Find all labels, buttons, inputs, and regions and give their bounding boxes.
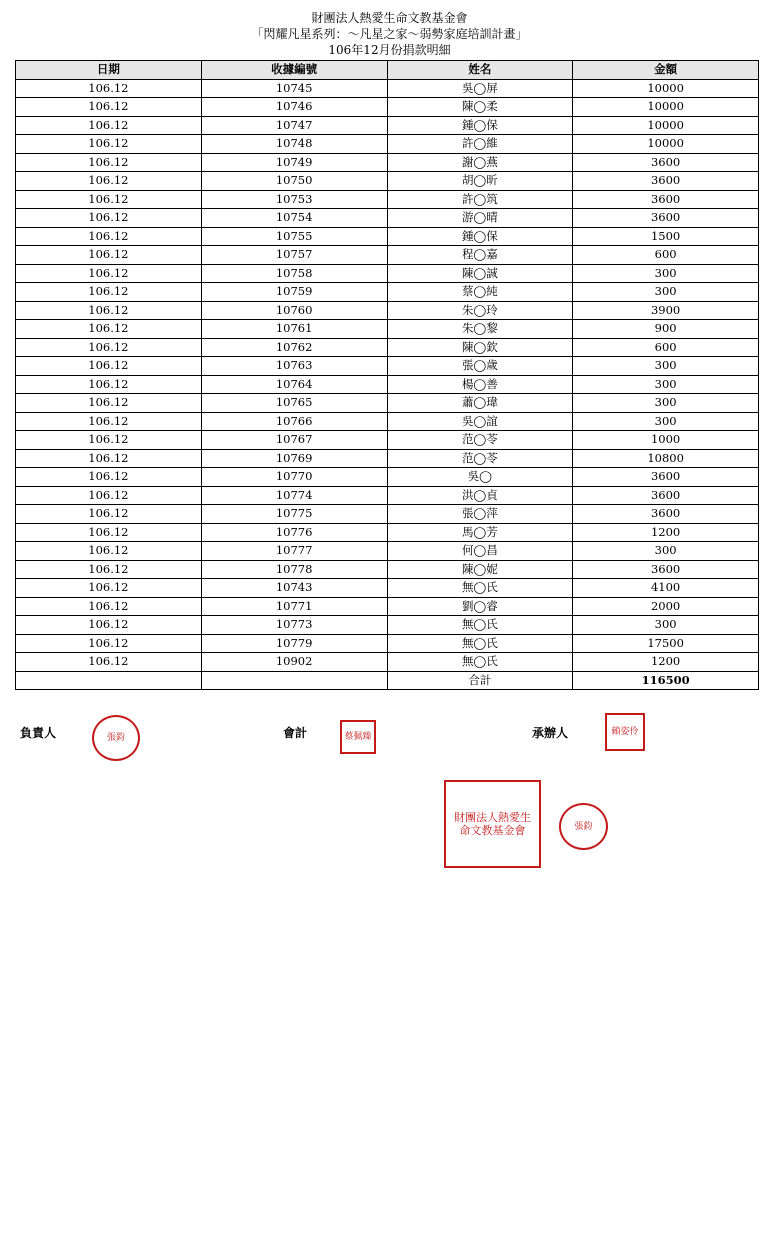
cell-amount: 300 — [573, 264, 759, 283]
cell-amount: 300 — [573, 375, 759, 394]
seal-text: 張鈞 — [574, 821, 593, 832]
cell-receipt-no: 10765 — [201, 394, 387, 413]
cell-amount: 3600 — [573, 486, 759, 505]
cell-date: 106.12 — [16, 357, 202, 376]
cell-receipt-no: 10762 — [201, 338, 387, 357]
table-row — [16, 98, 759, 117]
cell-date: 106.12 — [16, 505, 202, 524]
cell-amount: 10800 — [573, 449, 759, 468]
cell-date: 106.12 — [16, 264, 202, 283]
cell-amount: 3600 — [573, 172, 759, 191]
column-header-date: 日期 — [16, 61, 202, 80]
cell-amount: 3600 — [573, 468, 759, 487]
cell-date: 106.12 — [16, 560, 202, 579]
cell-donor-name: 陳◯誠 — [387, 264, 573, 283]
table-row — [16, 634, 759, 653]
column-header-receipt: 收據編號 — [201, 61, 387, 80]
cell-receipt-no: 10759 — [201, 283, 387, 302]
cell-amount: 300 — [573, 357, 759, 376]
cell-receipt-no: 10758 — [201, 264, 387, 283]
cell-donor-name: 陳◯柔 — [387, 98, 573, 117]
cell-receipt-no: 10750 — [201, 172, 387, 191]
document-header — [0, 10, 779, 58]
cell-date: 106.12 — [16, 523, 202, 542]
cell-donor-name: 陳◯欽 — [387, 338, 573, 357]
cell-donor-name: 吳◯屏 — [387, 79, 573, 98]
cell-amount: 600 — [573, 338, 759, 357]
seal-text: 張鈞 — [106, 733, 125, 743]
cell-amount: 3600 — [573, 190, 759, 209]
cell-donor-name: 洪◯貞 — [387, 486, 573, 505]
cell-receipt-no: 10777 — [201, 542, 387, 561]
accounting-seal — [340, 720, 376, 754]
cell-receipt-no: 10761 — [201, 320, 387, 339]
column-header-amount: 金額 — [573, 61, 759, 80]
cell-donor-name: 無◯氏 — [387, 653, 573, 672]
table-row — [16, 246, 759, 265]
cell-receipt-no: 10771 — [201, 597, 387, 616]
cell-date: 106.12 — [16, 468, 202, 487]
cell-receipt-no: 10779 — [201, 634, 387, 653]
cell-amount: 900 — [573, 320, 759, 339]
cell-donor-name: 范◯苓 — [387, 449, 573, 468]
cell-date: 106.12 — [16, 135, 202, 154]
cell-donor-name: 朱◯黎 — [387, 320, 573, 339]
cell-amount: 300 — [573, 412, 759, 431]
table-row — [16, 412, 759, 431]
cell-amount: 1200 — [573, 523, 759, 542]
cell-donor-name: 謝◯燕 — [387, 153, 573, 172]
cell-donor-name: 許◯筑 — [387, 190, 573, 209]
cell-amount: 2000 — [573, 597, 759, 616]
accounting-label: 會計 — [283, 726, 308, 740]
cell-receipt-no: 10757 — [201, 246, 387, 265]
cell-receipt-no: 10770 — [201, 468, 387, 487]
cell-receipt-no: 10754 — [201, 209, 387, 228]
cell-receipt-no: 10747 — [201, 116, 387, 135]
cell-receipt-no: 10764 — [201, 375, 387, 394]
cell-donor-name: 程◯嘉 — [387, 246, 573, 265]
table-row — [16, 190, 759, 209]
cell-receipt-no: 10769 — [201, 449, 387, 468]
cell-receipt-no: 10745 — [201, 79, 387, 98]
cell-receipt-no: 10776 — [201, 523, 387, 542]
cell-amount: 17500 — [573, 634, 759, 653]
column-header-name: 姓名 — [387, 61, 573, 80]
cell-date: 106.12 — [16, 153, 202, 172]
cell-date: 106.12 — [16, 209, 202, 228]
table-row — [16, 338, 759, 357]
cell-amount: 1200 — [573, 653, 759, 672]
cell-donor-name: 胡◯昕 — [387, 172, 573, 191]
cell-amount: 600 — [573, 246, 759, 265]
cell-date: 106.12 — [16, 227, 202, 246]
cell-date: 106.12 — [16, 320, 202, 339]
cell-date: 106.12 — [16, 616, 202, 635]
total-amount: 116500 — [573, 671, 759, 690]
table-row — [16, 116, 759, 135]
total-row — [16, 671, 759, 690]
donation-table — [15, 60, 759, 690]
cell-amount: 10000 — [573, 116, 759, 135]
cell-amount: 10000 — [573, 79, 759, 98]
handler-seal — [605, 713, 645, 751]
cell-donor-name: 無◯氏 — [387, 616, 573, 635]
cell-receipt-no: 10902 — [201, 653, 387, 672]
table-row — [16, 79, 759, 98]
table-row — [16, 135, 759, 154]
table-row — [16, 394, 759, 413]
cell-receipt-no: 10775 — [201, 505, 387, 524]
cell-date: 106.12 — [16, 412, 202, 431]
project-title: 「閃耀凡星系列：～凡星之家～弱勢家庭培訓計畫」 — [251, 27, 528, 41]
cell-receipt-no: 10766 — [201, 412, 387, 431]
cell-amount: 3600 — [573, 505, 759, 524]
table-row — [16, 301, 759, 320]
cell-donor-name: 鍾◯保 — [387, 227, 573, 246]
cell-donor-name: 馬◯芳 — [387, 523, 573, 542]
cell-amount: 4100 — [573, 579, 759, 598]
seal-text: 賴姿伶 — [611, 727, 639, 737]
table-row — [16, 579, 759, 598]
cell-date: 106.12 — [16, 338, 202, 357]
table-row — [16, 264, 759, 283]
cell-donor-name: 吳◯誼 — [387, 412, 573, 431]
table-row — [16, 153, 759, 172]
cell-receipt-no: 10755 — [201, 227, 387, 246]
cell-date: 106.12 — [16, 246, 202, 265]
cell-receipt-no: 10753 — [201, 190, 387, 209]
seal-text: 財團法人熱愛生命文教基金會 — [454, 811, 531, 837]
report-title: 106年12月份捐款明細 — [328, 43, 451, 57]
cell-donor-name: 張◯歲 — [387, 357, 573, 376]
cell-donor-name: 蕭◯瑋 — [387, 394, 573, 413]
table-row — [16, 597, 759, 616]
cell-donor-name: 無◯氏 — [387, 579, 573, 598]
cell-date: 106.12 — [16, 579, 202, 598]
cell-donor-name: 許◯維 — [387, 135, 573, 154]
responsible-seal — [92, 715, 140, 761]
cell-receipt-no: 10746 — [201, 98, 387, 117]
table-header-row — [16, 61, 759, 80]
cell-donor-name: 張◯萍 — [387, 505, 573, 524]
cell-date: 106.12 — [16, 542, 202, 561]
table-row — [16, 172, 759, 191]
table-row — [16, 209, 759, 228]
cell-donor-name: 陳◯妮 — [387, 560, 573, 579]
cell-amount: 10000 — [573, 135, 759, 154]
total-empty-cell — [16, 671, 202, 690]
table-row — [16, 431, 759, 450]
cell-date: 106.12 — [16, 634, 202, 653]
table-row — [16, 486, 759, 505]
cell-amount: 3900 — [573, 301, 759, 320]
table-row — [16, 357, 759, 376]
cell-amount: 3600 — [573, 209, 759, 228]
cell-donor-name: 游◯晴 — [387, 209, 573, 228]
cell-date: 106.12 — [16, 394, 202, 413]
cell-receipt-no: 10760 — [201, 301, 387, 320]
cell-donor-name: 吳◯ — [387, 468, 573, 487]
cell-date: 106.12 — [16, 375, 202, 394]
cell-amount: 10000 — [573, 98, 759, 117]
cell-date: 106.12 — [16, 597, 202, 616]
cell-receipt-no: 10763 — [201, 357, 387, 376]
cell-date: 106.12 — [16, 98, 202, 117]
cell-receipt-no: 10773 — [201, 616, 387, 635]
total-empty-cell — [201, 671, 387, 690]
cell-donor-name: 劉◯睿 — [387, 597, 573, 616]
cell-date: 106.12 — [16, 486, 202, 505]
table-row — [16, 542, 759, 561]
cell-donor-name: 朱◯玲 — [387, 301, 573, 320]
table-row — [16, 653, 759, 672]
cell-donor-name: 蔡◯純 — [387, 283, 573, 302]
cell-amount: 300 — [573, 542, 759, 561]
cell-donor-name: 鍾◯保 — [387, 116, 573, 135]
cell-date: 106.12 — [16, 301, 202, 320]
table-row — [16, 227, 759, 246]
cell-amount: 1000 — [573, 431, 759, 450]
cell-date: 106.12 — [16, 116, 202, 135]
handler-label: 承辦人 — [532, 726, 569, 740]
cell-receipt-no: 10749 — [201, 153, 387, 172]
table-row — [16, 468, 759, 487]
cell-date: 106.12 — [16, 190, 202, 209]
cell-date: 106.12 — [16, 653, 202, 672]
cell-amount: 1500 — [573, 227, 759, 246]
org-name: 財團法人熱愛生命文教基金會 — [311, 11, 468, 25]
foundation-seal — [444, 780, 541, 868]
cell-receipt-no: 10767 — [201, 431, 387, 450]
cell-donor-name: 無◯氏 — [387, 634, 573, 653]
cell-amount: 3600 — [573, 153, 759, 172]
table-row — [16, 523, 759, 542]
cell-donor-name: 楊◯善 — [387, 375, 573, 394]
cell-date: 106.12 — [16, 431, 202, 450]
seal-text: 蔡佩臻 — [344, 732, 372, 742]
cell-amount: 3600 — [573, 560, 759, 579]
cell-date: 106.12 — [16, 172, 202, 191]
table-row — [16, 616, 759, 635]
responsible-label: 負責人 — [20, 726, 57, 740]
cell-date: 106.12 — [16, 283, 202, 302]
cell-amount: 300 — [573, 283, 759, 302]
cell-receipt-no: 10778 — [201, 560, 387, 579]
table-row — [16, 505, 759, 524]
table-row — [16, 560, 759, 579]
cell-date: 106.12 — [16, 449, 202, 468]
cell-date: 106.12 — [16, 79, 202, 98]
chair-seal — [559, 803, 608, 850]
total-label: 合計 — [387, 671, 573, 690]
cell-amount: 300 — [573, 394, 759, 413]
cell-amount: 300 — [573, 616, 759, 635]
table-row — [16, 449, 759, 468]
cell-receipt-no: 10748 — [201, 135, 387, 154]
cell-receipt-no: 10774 — [201, 486, 387, 505]
cell-receipt-no: 10743 — [201, 579, 387, 598]
table-row — [16, 320, 759, 339]
cell-donor-name: 范◯苓 — [387, 431, 573, 450]
table-row — [16, 283, 759, 302]
cell-donor-name: 何◯昌 — [387, 542, 573, 561]
table-row — [16, 375, 759, 394]
